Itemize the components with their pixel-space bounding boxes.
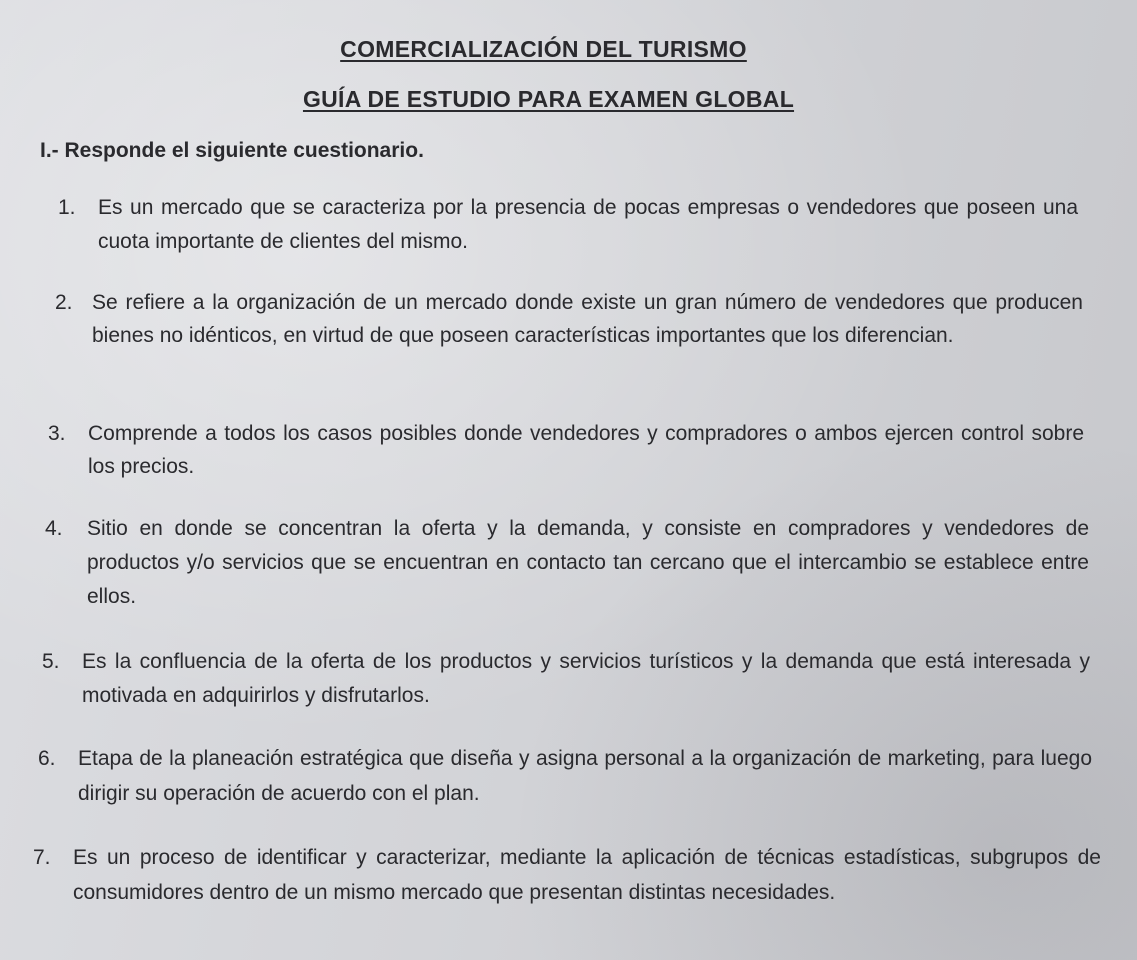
question-number: 6.: [38, 747, 56, 770]
question-text: Es la confluencia de la oferta de los productos y servicios turísticos y la demanda que está interesada y motivada en adquirirlos y disfrutarlos.: [82, 650, 1090, 707]
question-number: 3.: [48, 422, 66, 445]
question-2: [55, 286, 1083, 352]
question-4: [45, 512, 1089, 614]
question-number: 1.: [58, 196, 76, 219]
question-5: [42, 645, 1090, 713]
question-text: Es un proceso de identificar y caracterizar, mediante la aplicación de técnicas estadísticas, subgrupos de consumidores dentro de un mismo mercado que presentan distintas necesidades.: [73, 846, 1101, 904]
question-6: [38, 741, 1092, 811]
question-3: [48, 417, 1084, 483]
question-number: 2.: [55, 291, 73, 314]
question-number: 5.: [42, 650, 60, 673]
question-text: Etapa de la planeación estratégica que diseña y asigna personal a la organización de marketing, para luego dirigir su operación de acuerdo con el plan.: [78, 747, 1092, 805]
question-7: [33, 840, 1101, 910]
question-text: Comprende a todos los casos posibles donde vendedores y compradores o ambos ejercen control sobre los precios.: [88, 422, 1084, 478]
document-title: COMERCIALIZACIÓN DEL TURISMO: [340, 36, 747, 62]
section-heading: I.- Responde el siguiente cuestionario.: [40, 139, 424, 162]
question-number: 7.: [33, 846, 51, 869]
question-text: Sitio en donde se concentran la oferta y la demanda, y consiste en compradores y vendedores de productos y/o servicios que se encuentran en contacto tan cercano que el intercambio se establece entre ellos.: [87, 517, 1089, 608]
question-number: 4.: [45, 517, 63, 540]
question-text: Es un mercado que se caracteriza por la presencia de pocas empresas o vendedores que poseen una cuota importante de clientes del mismo.: [98, 196, 1078, 253]
question-1: [58, 191, 1078, 259]
document-subtitle: GUÍA DE ESTUDIO PARA EXAMEN GLOBAL: [302, 86, 795, 112]
question-text: Se refiere a la organización de un mercado donde existe un gran número de vendedores que producen bienes no idénticos, en virtud de que poseen características importantes que los diferencian.: [92, 291, 1083, 347]
